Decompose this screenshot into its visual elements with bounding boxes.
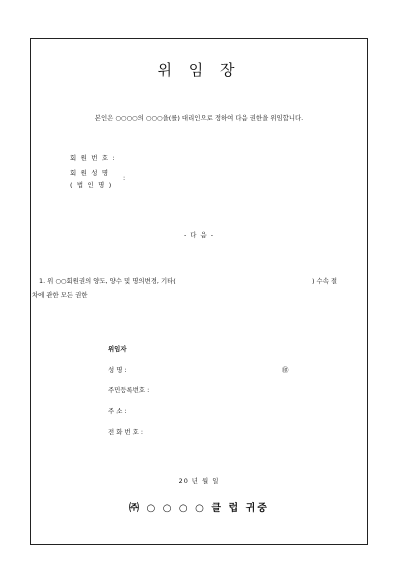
- footer-date: 20 년 월 일: [178, 477, 220, 485]
- delegator-name-label: 성 명 :: [108, 366, 127, 374]
- intro-statement: 본인은 ○○○○의 ○○○을(를) 대리인으로 정하여 다음 권한을 위임합니다.: [94, 114, 304, 122]
- member-number-label: 회 원 번 호 :: [70, 154, 116, 162]
- clause-line1-left: 1. 위 ○○회원권의 양도, 양수 및 명의변경, 기타(: [39, 277, 176, 285]
- clause-line2: 차에 관한 모든 권한: [32, 291, 88, 299]
- details-heading: - 다 음 -: [183, 231, 215, 239]
- member-name-label: 회 원 성 명: [70, 169, 110, 177]
- delegator-phone-label: 전 화 번 호 :: [108, 428, 143, 436]
- footer-club: ㈜ ○ ○ ○ ○ 클 럽 귀중: [129, 503, 269, 514]
- member-name-colon: :: [123, 174, 126, 182]
- delegator-address-label: 주 소 :: [108, 407, 127, 415]
- clause-line1-right: ) 수속 절: [312, 277, 338, 285]
- delegator-heading: 위임자: [108, 345, 127, 353]
- document-title: 위 임 장: [157, 61, 241, 79]
- corp-name-label: ( 법 인 명 ): [70, 181, 113, 189]
- document-frame: [30, 38, 368, 545]
- delegator-id-label: 주민등록번호 :: [108, 386, 150, 394]
- seal-mark: ㊞: [282, 366, 289, 374]
